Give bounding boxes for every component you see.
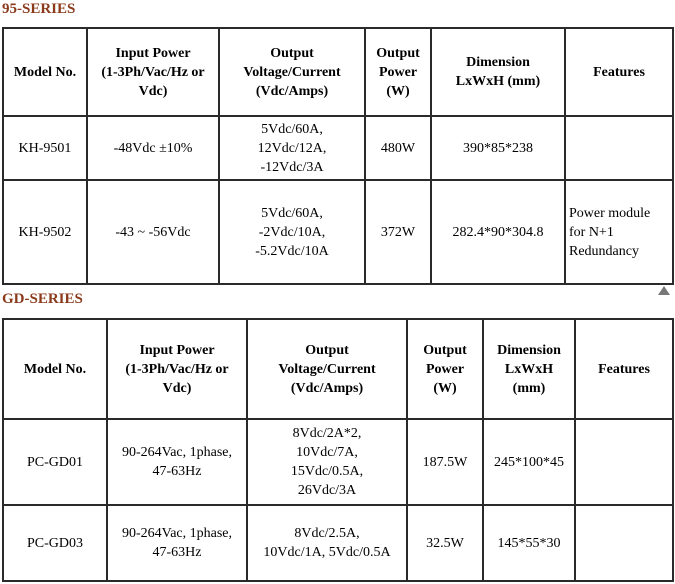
header-input-power: Input Power (1-3Ph/Vac/Hz or Vdc)	[87, 28, 219, 116]
table-row	[3, 116, 673, 180]
header-features: Features	[575, 319, 673, 419]
section-title-95-series: 95-SERIES	[2, 1, 76, 17]
cell-model-no: KH-9502	[3, 180, 87, 284]
header-input-power: Input Power (1-3Ph/Vac/Hz or Vdc)	[107, 319, 247, 419]
table-row	[3, 505, 673, 581]
table-header-row	[3, 319, 673, 419]
header-features: Features	[565, 28, 673, 116]
table-header-row	[3, 28, 673, 116]
cell-output-power: 480W	[365, 116, 431, 180]
cell-output-voltage-current: 5Vdc/60A, -2Vdc/10A, -5.2Vdc/10A	[219, 180, 365, 284]
cell-dimension: 390*85*238	[431, 116, 565, 180]
cell-features	[565, 116, 673, 180]
cell-input-power: 90-264Vac, 1phase, 47-63Hz	[107, 505, 247, 581]
header-output-voltage-current: Output Voltage/Current (Vdc/Amps)	[219, 28, 365, 116]
cell-output-voltage-current: 5Vdc/60A, 12Vdc/12A, -12Vdc/3A	[219, 116, 365, 180]
spec-table-gd-series	[2, 318, 674, 582]
cell-dimension: 282.4*90*304.8	[431, 180, 565, 284]
table-row	[3, 180, 673, 284]
triangle-up-icon[interactable]	[658, 286, 670, 295]
cell-features	[575, 505, 673, 581]
cell-output-power: 372W	[365, 180, 431, 284]
table-row	[3, 419, 673, 505]
cell-output-power: 32.5W	[407, 505, 483, 581]
spec-table-95-series	[2, 27, 674, 285]
cell-input-power: -48Vdc ±10%	[87, 116, 219, 180]
cell-dimension: 145*55*30	[483, 505, 575, 581]
header-output-voltage-current: Output Voltage/Current (Vdc/Amps)	[247, 319, 407, 419]
header-dimension: Dimension LxWxH (mm)	[483, 319, 575, 419]
cell-dimension: 245*100*45	[483, 419, 575, 505]
cell-model-no: PC-GD03	[3, 505, 107, 581]
cell-output-voltage-current: 8Vdc/2A*2, 10Vdc/7A, 15Vdc/0.5A, 26Vdc/3A	[247, 419, 407, 505]
header-dimension: Dimension LxWxH (mm)	[431, 28, 565, 116]
cell-features: Power module for N+1 Redundancy	[565, 180, 673, 284]
cell-features	[575, 419, 673, 505]
header-model-no: Model No.	[3, 319, 107, 419]
cell-model-no: PC-GD01	[3, 419, 107, 505]
cell-model-no: KH-9501	[3, 116, 87, 180]
header-model-no: Model No.	[3, 28, 87, 116]
cell-output-voltage-current: 8Vdc/2.5A, 10Vdc/1A, 5Vdc/0.5A	[247, 505, 407, 581]
cell-input-power: -43 ~ -56Vdc	[87, 180, 219, 284]
section-title-gd-series: GD-SERIES	[2, 291, 83, 307]
header-output-power: Output Power (W)	[365, 28, 431, 116]
cell-output-power: 187.5W	[407, 419, 483, 505]
header-output-power: Output Power (W)	[407, 319, 483, 419]
cell-input-power: 90-264Vac, 1phase, 47-63Hz	[107, 419, 247, 505]
